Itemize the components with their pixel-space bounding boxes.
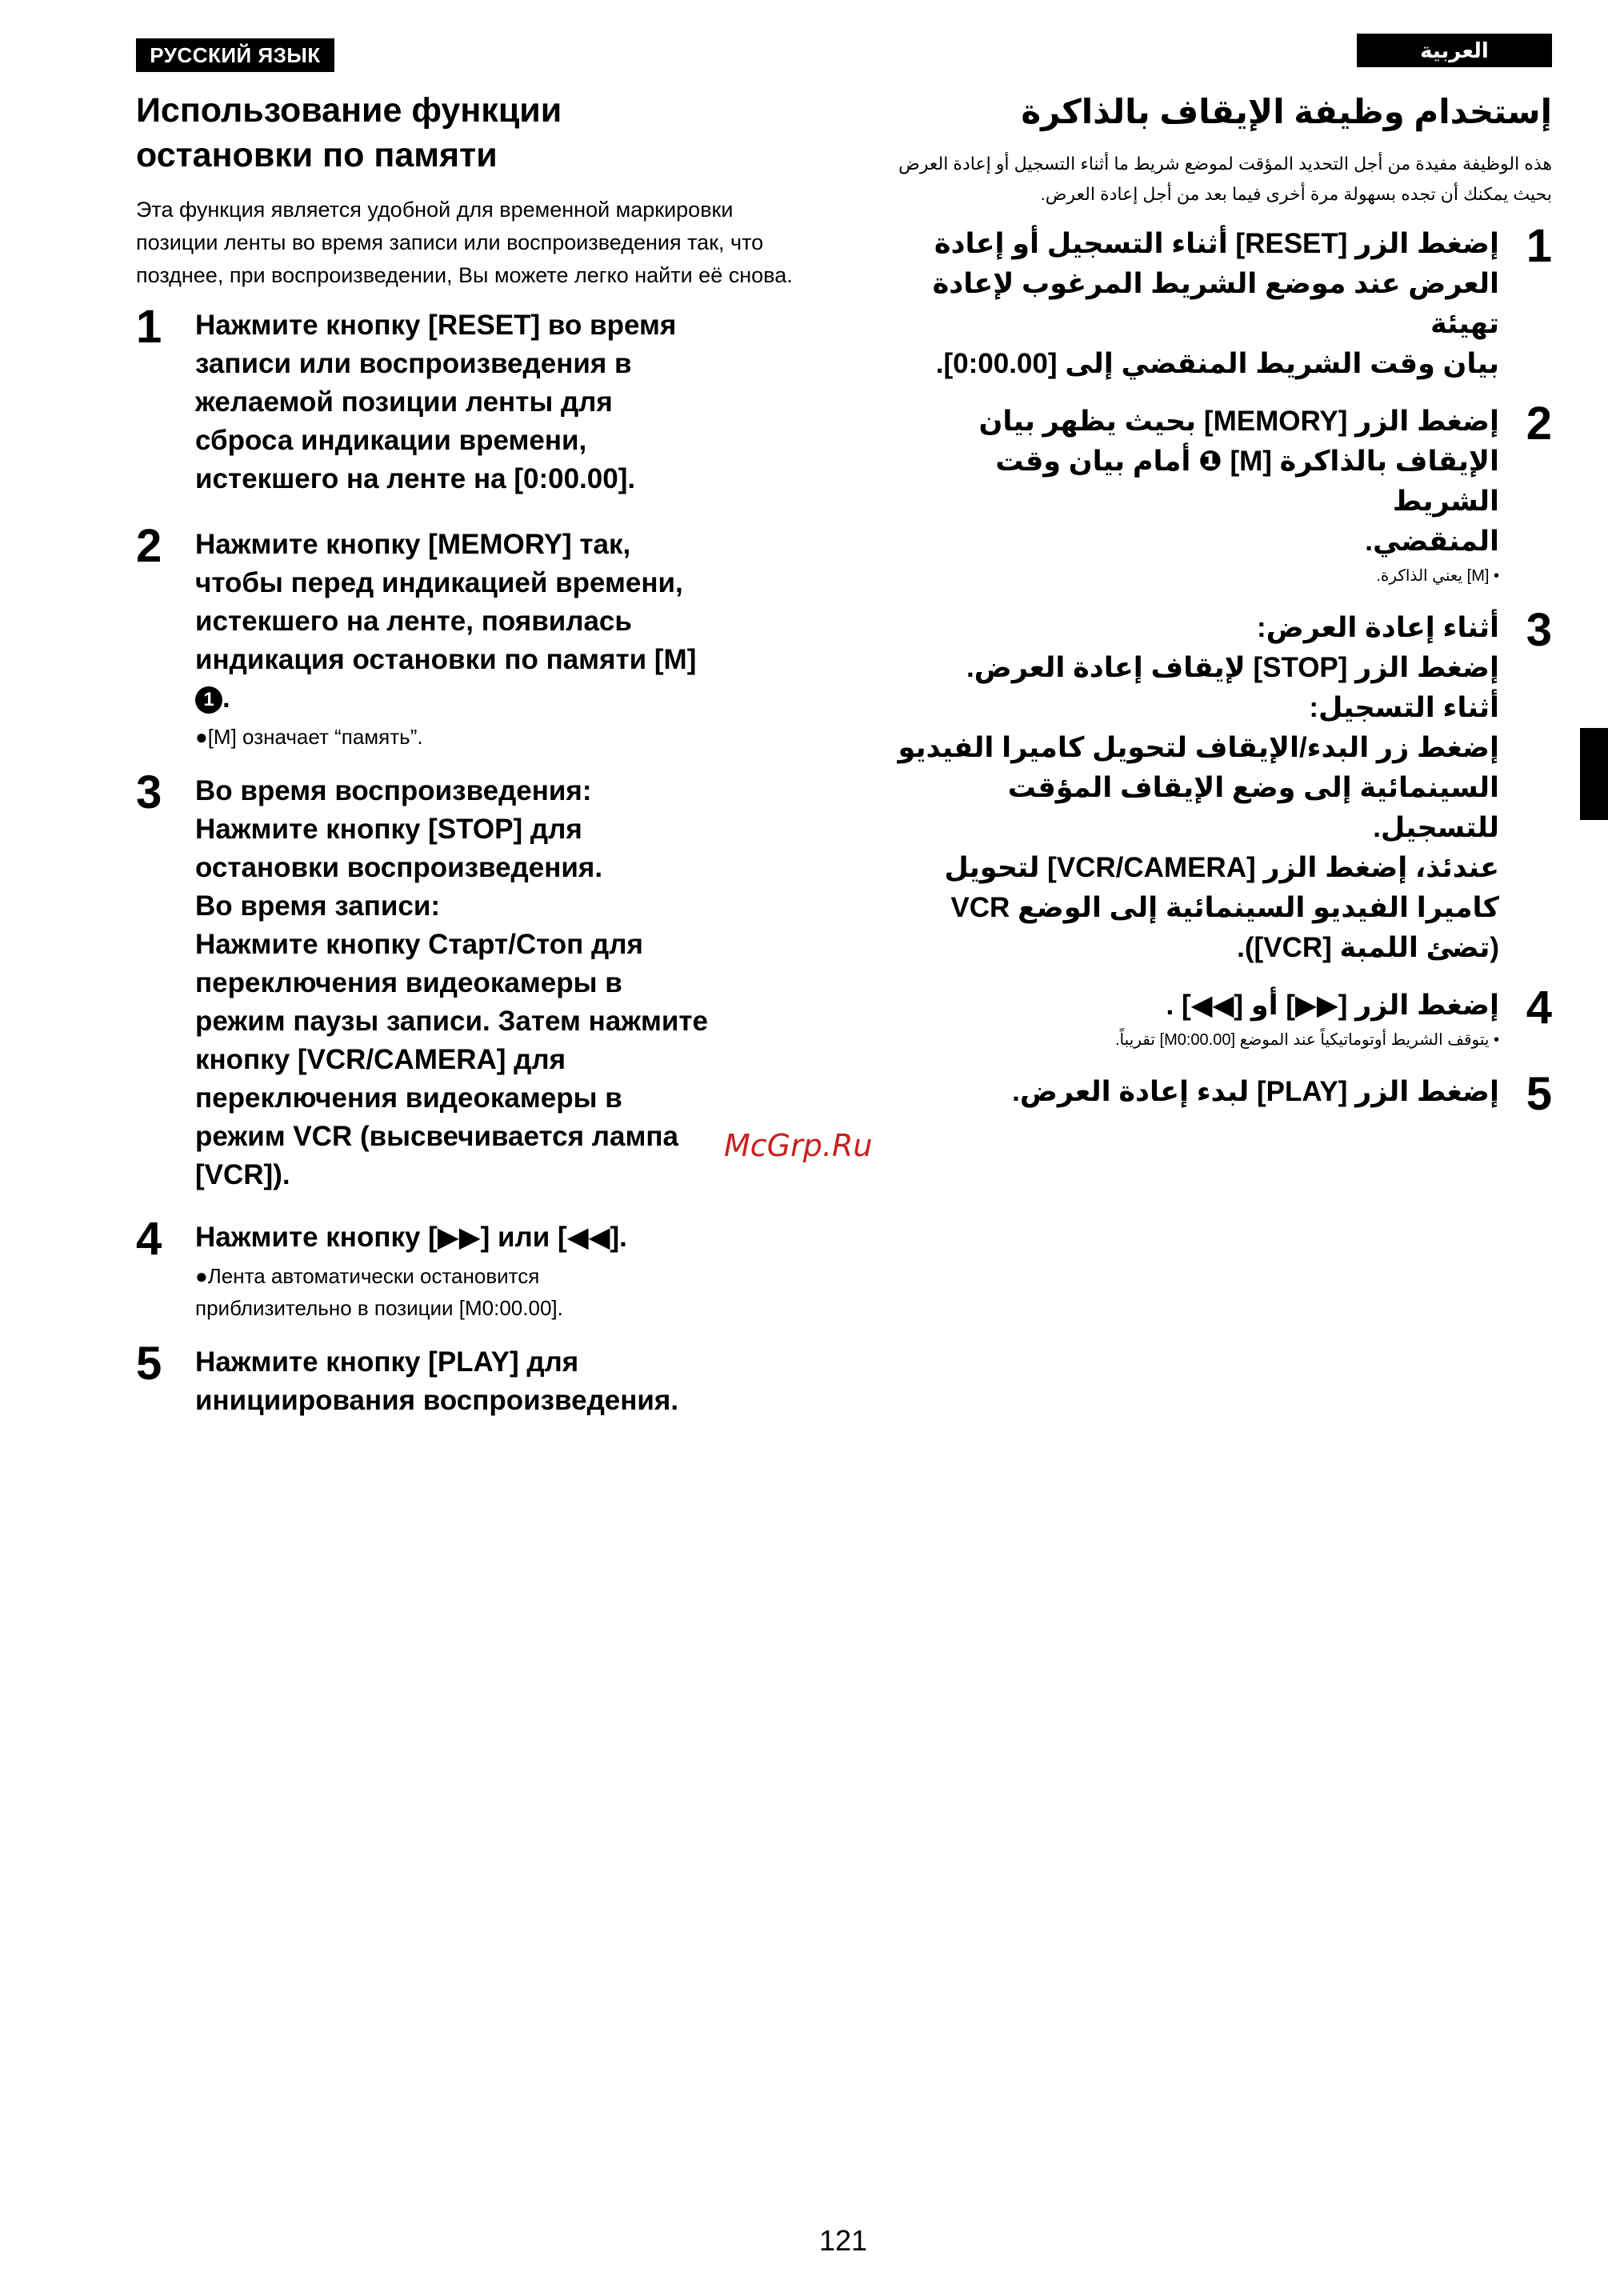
ar-intro: هذه الوظيفة مفيدة من أجل التحديد المؤقت لموضع شريط ما أثناء التسجيل أو إعادة العرض بحيث يمكنك أن تجده بسهولة مرة أخرى فيما بعد من أجل إعادة العرض. (898, 154, 1552, 204)
step-number: 5 (1526, 1068, 1552, 1120)
marker-1-icon: 1 (195, 686, 222, 714)
ru-step-3 (136, 766, 800, 1194)
ru-step-2 (136, 520, 800, 753)
ar-title: إستخدام وظيفة الإيقاف بالذاكرة (1021, 93, 1552, 130)
step-number: 3 (136, 766, 162, 818)
step-text: Нажмите кнопку [▶▶] или [◀◀]. (195, 1222, 627, 1253)
step-text: إضغط الزر [PLAY] لبدء إعادة العرض. (1012, 1076, 1499, 1107)
ar-step-2 (896, 398, 1552, 590)
step-note: • [M] يعني الذاكرة. (1376, 567, 1499, 585)
step-number: 3 (1526, 604, 1552, 656)
step-text: إضغط الزر [MEMORY] بحيث يظهر بيان الإيقاف بالذاكرة [M] ❶ أمام بيان وقت الشريط المنقضي. (978, 406, 1499, 557)
page-number: 121 (819, 2224, 868, 2257)
step-text: أثناء إعادة العرض: إضغط الزر [STOP] لإيقاف إعادة العرض. أثناء التسجيل: إضغط زر البدء/الإيقاف لتحويل كاميرا الفيديو السينمائية إلى وضع الإيقاف المؤقت للتسجيل. عندئذ، إضغط الزر [VCR/CAMERA] لتحويل كاميرا الفيديو السينمائية إلى الوضع VCR (تضئ اللمبة [VCR]). (898, 612, 1499, 963)
step-text: Во время воспроизведения: Нажмите кнопку [STOP] для остановки воспроизведения. Во время записи: Нажмите кнопку Старт/Стоп для переключения видеокамеры в режим паузы записи. Затем нажмите кнопку [VCR/CAMERA] для переключения видеокамеры в режим VCR (высвечивается лампа [VCR]). (195, 775, 709, 1190)
step-note: ●Лента автоматически остановится приблизительно в позиции [M0:00.00]. (195, 1264, 563, 1320)
step-number: 2 (136, 520, 162, 572)
section-edge-tab (1580, 728, 1608, 820)
ru-step-1 (136, 301, 800, 498)
ar-step-4 (896, 982, 1552, 1054)
step-number: 2 (1526, 398, 1552, 450)
step-number: 4 (136, 1213, 162, 1265)
step-text: إضغط الزر [RESET] أثناء التسجيل أو إعادة العرض عند موضع الشريط المرغوب لإعادة تهيئة بيان وقت الشريط المنقضي إلى [0:00.00]. (932, 228, 1499, 379)
russian-column (136, 88, 800, 1439)
step-number: 1 (1526, 220, 1552, 272)
step-text: Нажмите кнопку [PLAY] для инициирования воспроизведения. (195, 1346, 679, 1416)
ru-intro: Эта функция является удобной для временной маркировки позиции ленты во время записи или воспроизведения так, что позднее, при воспроизведении, Вы можете легко найти её снова. (136, 198, 793, 287)
step-note: • يتوقف الشريط أوتوماتيكياً عند الموضع [M0:00.00] تقريباً. (1115, 1031, 1499, 1049)
marker-suffix: . (222, 682, 230, 714)
ar-step-1 (896, 220, 1552, 384)
language-tag-arabic: العربية (1357, 34, 1552, 67)
ru-title: Использование функции остановки по памяти (136, 91, 562, 174)
step-text: Нажмите кнопку [RESET] во время записи или воспроизведения в желаемой позиции ленты для сброса индикации времени, истекшего на ленте на [0:00.00]. (195, 310, 677, 494)
step-note: ●[M] означает “память”. (195, 725, 423, 749)
ar-step-3 (896, 604, 1552, 968)
ru-step-5 (136, 1338, 800, 1420)
step-text: Нажмите кнопку [MEMORY] так, чтобы перед индикацией времени, истекшего на ленте, появилась индикация остановки по памяти [M] (195, 529, 697, 675)
language-tag-russian: РУССКИЙ ЯЗЫК (136, 38, 334, 72)
ar-step-5 (896, 1068, 1552, 1120)
step-number: 1 (136, 301, 162, 353)
step-number: 5 (136, 1338, 162, 1390)
ru-step-4 (136, 1213, 800, 1324)
step-text: إضغط الزر [▶▶] أو [◀◀] . (1166, 990, 1499, 1021)
arabic-column (896, 86, 1552, 1130)
step-number: 4 (1526, 982, 1552, 1034)
watermark: McGrp.Ru (724, 1128, 873, 1163)
